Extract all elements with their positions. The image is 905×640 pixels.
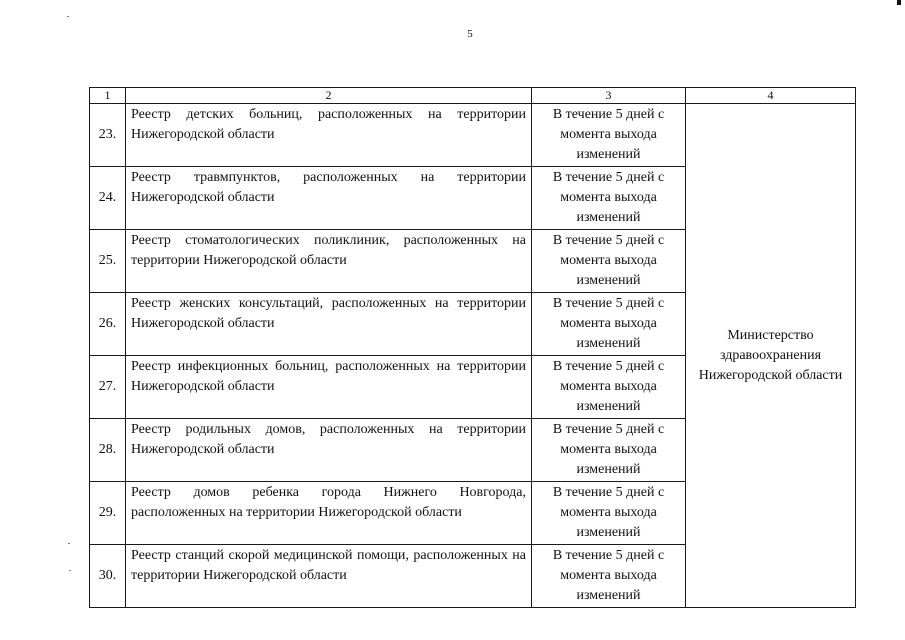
row-number: 27. [90,356,126,419]
row-number: 28. [90,419,126,482]
row-number: 25. [90,230,126,293]
register-name: Реестр инфекционных больниц, расположенных на территории Нижегородской области [126,356,532,419]
registry-table-body [90,88,856,608]
register-name: Реестр домов ребенка города Нижнего Новгорода, расположенных на территории Нижегородской области [126,482,532,545]
register-name: Реестр женских консультаций, расположенных на территории Нижегородской области [126,293,532,356]
row-number: 23. [90,104,126,167]
table-row [90,104,856,167]
row-number: 29. [90,482,126,545]
scan-speck [67,16,69,17]
table-header-row [90,88,856,104]
register-name: Реестр родильных домов, расположенных на территории Нижегородской области [126,419,532,482]
update-deadline: В течение 5 дней с момента выхода изменений [532,293,686,356]
update-deadline: В течение 5 дней с момента выхода изменений [532,419,686,482]
update-deadline: В течение 5 дней с момента выхода изменений [532,167,686,230]
row-number: 26. [90,293,126,356]
update-deadline: В течение 5 дней с момента выхода изменений [532,104,686,167]
update-deadline: В течение 5 дней с момента выхода изменений [532,356,686,419]
register-name: Реестр травмпунктов, расположенных на территории Нижегородской области [126,167,532,230]
register-name: Реестр стоматологических поликлиник, расположенных на территории Нижегородской области [126,230,532,293]
scan-speck [69,570,71,571]
register-name: Реестр станций скорой медицинской помощи, расположенных на территории Нижегородской области [126,545,532,608]
update-deadline: В течение 5 дней с момента выхода изменений [532,482,686,545]
column-header-name: 2 [126,88,532,104]
registry-table [89,87,856,608]
scan-speck [68,543,70,544]
scan-corner-mark [897,0,901,5]
update-deadline: В течение 5 дней с момента выхода изменений [532,230,686,293]
page-number: 5 [467,28,473,40]
column-header-responsible: 4 [686,88,856,104]
responsible-body: Министерство здравоохранения Нижегородской области [686,104,856,608]
column-header-number: 1 [90,88,126,104]
column-header-deadline: 3 [532,88,686,104]
update-deadline: В течение 5 дней с момента выхода изменений [532,545,686,608]
row-number: 24. [90,167,126,230]
register-name: Реестр детских больниц, расположенных на территории Нижегородской области [126,104,532,167]
row-number: 30. [90,545,126,608]
